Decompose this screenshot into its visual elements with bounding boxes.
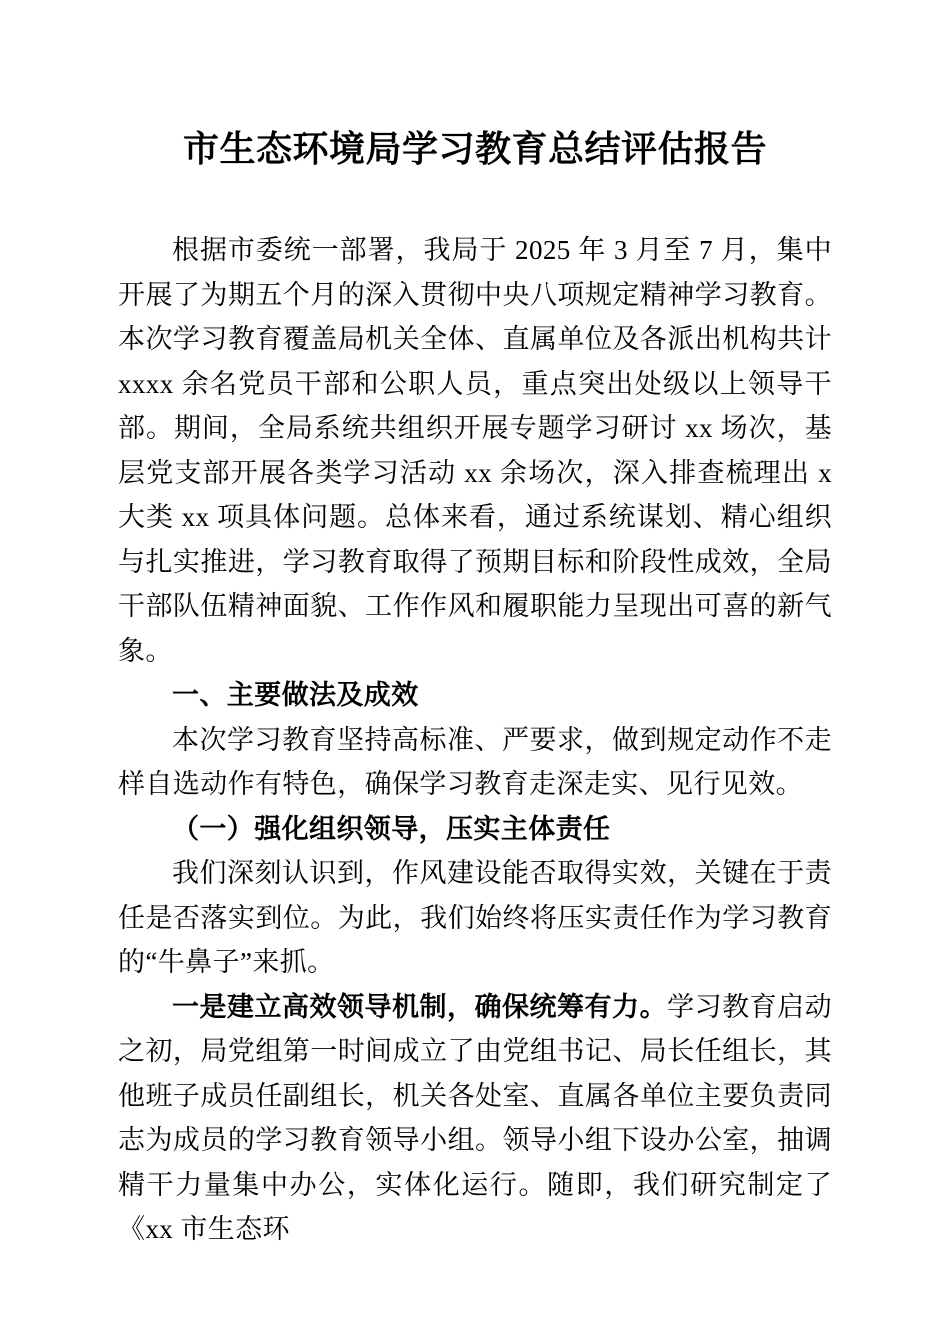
document-body bbox=[118, 118, 832, 1252]
subsection-heading-1-1: （一）强化组织领导，压实主体责任 bbox=[172, 813, 611, 844]
section-heading-1: 一、主要做法及成效 bbox=[172, 680, 419, 710]
paragraph-responsibility: 我们深刻认识到，作风建设能否取得实效，关键在于责任是否落实到位。为此，我们始终将压实责任作为学习教育的“牛鼻子”来抓。 bbox=[118, 858, 832, 977]
paragraph-leadership-mechanism bbox=[118, 985, 832, 1252]
paragraph-intro: 根据市委统一部署，我局于 2025 年 3 月至 7 月，集中开展了为期五个月的深入贯彻中央八项规定精神学习教育。本次学习教育覆盖局机关全体、直属单位及各派出机构共计 xxxx 余名党员干部和公职人员，重点突出处级以上领导干部。期间，全局系统共组织开展专题学习研讨 xx 场次，基层党支部开展各类学习活动 xx 余场次，深入排查梳理出 x 大类 xx 项具体问题。总体来看，通过系统谋划、精心组织与扎实推进，学习教育取得了预期目标和阶段性成效，全局干部队伍精神面貌、工作作风和履职能力呈现出可喜的新气象。 bbox=[118, 235, 832, 666]
document-title: 市生态环境局学习教育总结评估报告 bbox=[182, 129, 767, 169]
paragraph-text: 学习教育启动之初，局党组第一时间成立了由党组书记、局长任组长，其他班子成员任副组长，机关各处室、直属各单位主要负责同志为成员的学习教育领导小组。领导小组下设办公室，抽调精干力量集中办公，实体化运行。随即，我们研究制定了《xx 市生态环 bbox=[118, 991, 832, 1244]
paragraph-section-overview: 本次学习教育坚持高标准、严要求，做到规定动作不走样自选动作有特色，确保学习教育走深走实、见行见效。 bbox=[118, 724, 832, 799]
bold-lead-sentence: 一是建立高效领导机制，确保统筹有力。 bbox=[172, 991, 668, 1022]
